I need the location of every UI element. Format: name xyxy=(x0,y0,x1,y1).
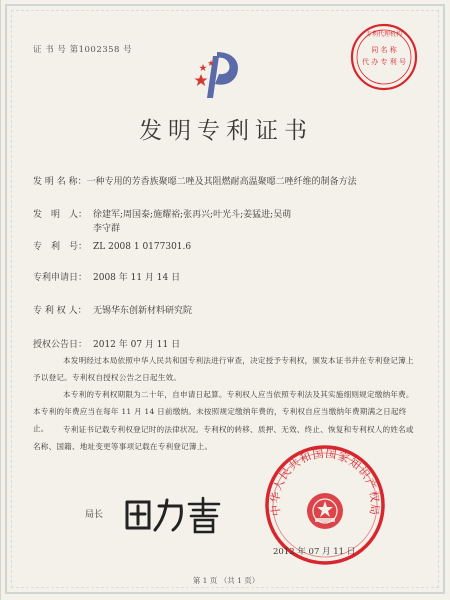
patent-number-label: 专 利 号： xyxy=(33,242,88,252)
stamp-line-1: 同 名 称 xyxy=(371,46,397,54)
patentee-row xyxy=(33,303,192,316)
national-emblem-icon xyxy=(307,493,343,529)
inventors-line-2: 李守群 xyxy=(93,224,121,234)
invention-name-label: 发 明 名 称： xyxy=(33,177,87,187)
inventor-row xyxy=(33,207,291,220)
patent-number-value: ZL 2008 1 0177301.6 xyxy=(93,242,192,252)
seal-date: 2012 年 07 月 11 日 xyxy=(273,547,356,557)
seal-ring-text: 中华人民共和国国家知识产权局 xyxy=(268,447,382,517)
patent-number-row xyxy=(33,239,191,252)
body-paragraph-3: 专利证书记载专利权登记时的法律状况。专利权的转移、质押、无效、终止、恢复和专利权人的姓名或名称、国籍、地址变更等事项记载在专利登记簿上。 xyxy=(33,425,414,451)
body-paragraph-1: 本发明经过本局依照中华人民共和国专利法进行审查，决定授予专利权，颁发本证书并在专利登记簿上予以登记。专利权自授权公告之日起生效。 xyxy=(33,356,414,382)
filing-date-row xyxy=(33,270,180,283)
invention-name-value: 一种专用的芳香族聚噁二唑及其阻燃耐高温聚噁二唑纤维的制备方法 xyxy=(86,177,357,187)
grant-date-value: 2012 年 07 月 11 日 xyxy=(93,340,181,350)
invention-name-row xyxy=(33,174,357,187)
patentee-value: 无锡华东创新材料研究院 xyxy=(93,306,193,316)
inventor-label: 发 明 人： xyxy=(33,210,88,220)
body-paragraph-2: 本专利的专利权期限为二十年，自申请日起算。专利权人应当依照专利法及其实施细则规定缴纳年费。本专利的年费应当在每年 11 月 14 日前缴纳。未按照规定缴纳年费的，专利权自应当缴纳年费期满之日起终止。 xyxy=(33,390,414,433)
patentee-label: 专 利 权 人： xyxy=(33,306,87,316)
certificate-title: 发明专利证书 xyxy=(139,118,313,144)
inventors-line-1: 徐建军;周国泰;施耀裕;张再兴;叶光斗;姜猛进;吴萌 xyxy=(93,210,292,220)
filing-date-value: 2008 年 11 月 14 日 xyxy=(93,273,181,283)
certificate-number: 证 书 号 第1002358 号 xyxy=(33,45,133,55)
stamp-line-2: 代 办 专 利 号 xyxy=(362,58,406,66)
director-label: 局长 xyxy=(85,510,104,520)
filing-date-label: 专利申请日： xyxy=(33,273,88,283)
patent-office-logo-icon xyxy=(189,44,249,104)
stamp-ring-text: 专利代理机构 xyxy=(365,31,403,38)
agency-stamp xyxy=(349,22,419,92)
director-signature xyxy=(119,492,229,536)
page-footer: 第 1 页 （共 1 页） xyxy=(192,576,260,585)
grant-date-row xyxy=(33,337,180,350)
grant-date-label: 授权公告日： xyxy=(33,340,88,350)
